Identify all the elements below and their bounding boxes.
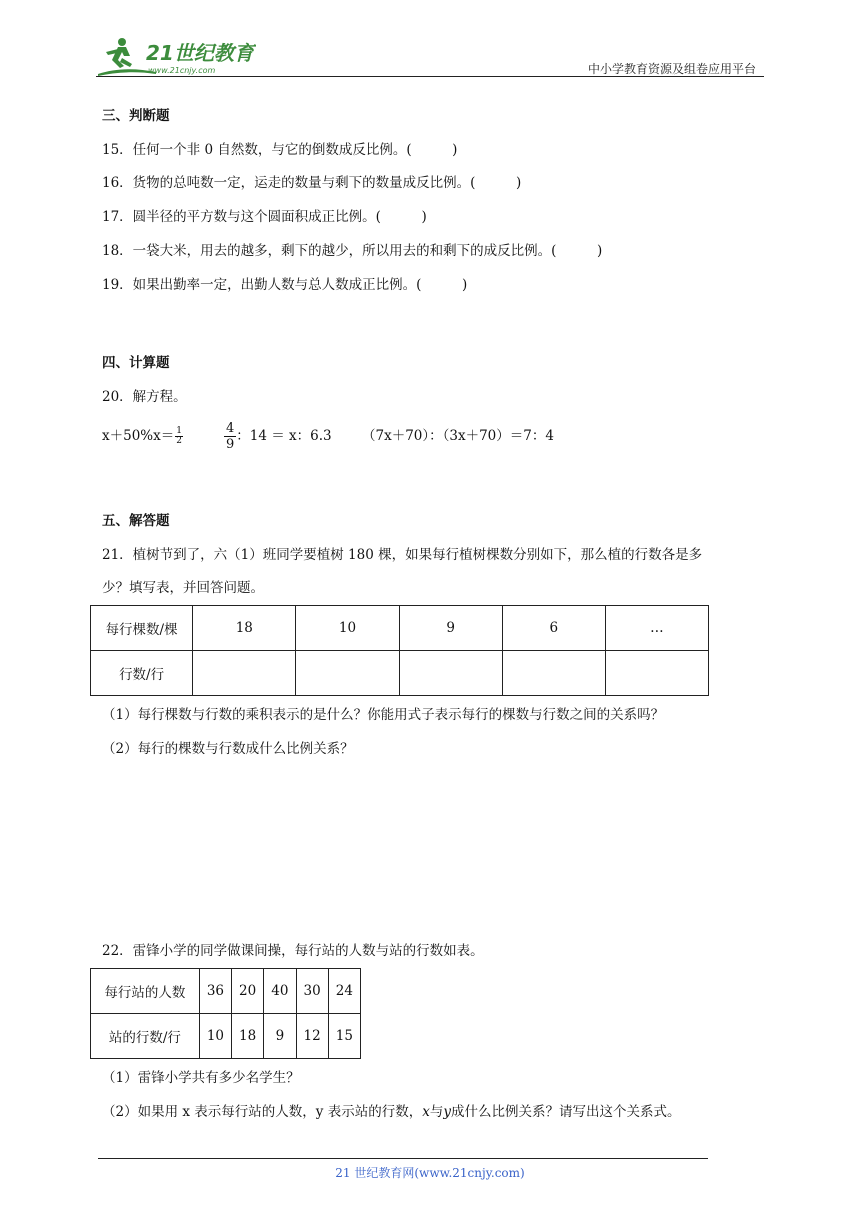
table-cell: 18 (193, 606, 296, 651)
row-header-row-count: 行数/行 (91, 651, 193, 696)
planting-table (90, 605, 709, 696)
table-cell: 6 (502, 606, 605, 651)
question-21-sub-2: （2）每行的棵数与行数成什么比例关系？ (102, 741, 354, 757)
table-cell: 12 (296, 1014, 328, 1059)
equation-2-text: ：14 ＝ x：6.3 (236, 428, 332, 444)
answer-cell[interactable] (296, 651, 399, 696)
table-cell: 18 (232, 1014, 264, 1059)
exercise-table (90, 968, 361, 1059)
row-header-trees-per-row: 每行棵数/棵 (91, 606, 193, 651)
table-cell: 10 (199, 1014, 231, 1059)
section-4-title: 四、计算题 (102, 355, 170, 371)
variable-y: y (443, 1104, 451, 1120)
question-22-sub-2-mid: 与 (429, 1104, 444, 1120)
answer-cell[interactable] (399, 651, 502, 696)
table-row (91, 651, 709, 696)
question-22-sub-2 (102, 1102, 680, 1122)
row-header-rows: 站的行数/行 (91, 1014, 200, 1059)
platform-name: 中小学教育资源及组卷应用平台 (587, 62, 756, 76)
footer-divider (98, 1158, 708, 1159)
row-header-people-per-row: 每行站的人数 (91, 969, 200, 1014)
answer-cell[interactable] (605, 651, 708, 696)
footer-link[interactable]: 21 世纪教育网(www.21cnjy.com) (335, 1166, 525, 1180)
answer-cell[interactable] (193, 651, 296, 696)
answer-cell[interactable] (502, 651, 605, 696)
equation-2 (224, 418, 332, 454)
question-22-sub-1: （1）雷锋小学共有多少名学生？ (102, 1070, 300, 1086)
question-16: 16．货物的总吨数一定，运走的数量与剩下的数量成反比例。( ) (102, 175, 522, 191)
table-cell: 24 (328, 969, 360, 1014)
question-18: 18．一袋大米，用去的越多，剩下的越少，所以用去的和剩下的成反比例。( ) (102, 243, 603, 259)
question-20: 20．解方程。 (102, 389, 187, 405)
question-22-sub-2-part-b: 成什么比例关系？请写出这个关系式。 (450, 1104, 681, 1120)
equation-2-fraction: $\frac{4}{9}$ (226, 421, 235, 452)
table-cell: 20 (232, 969, 264, 1014)
table-cell: 9 (264, 1014, 296, 1059)
equation-1 (102, 426, 183, 446)
table-cell: 15 (328, 1014, 360, 1059)
header-divider (96, 76, 764, 77)
question-21-line-1: 21．植树节到了，六（1）班同学要植树 180 棵，如果每行植树棵数分别如下，那么植的行数各是多 (102, 547, 703, 563)
table-row (91, 969, 361, 1014)
table-cell: 40 (264, 969, 296, 1014)
question-21-sub-1: （1）每行棵数与行数的乘积表示的是什么？你能用式子表示每行的棵数与行数之间的关系吗？ (102, 707, 665, 723)
table-cell: 30 (296, 969, 328, 1014)
question-22: 22．雷锋小学的同学做课间操，每行站的人数与站的行数如表。 (102, 943, 484, 959)
logo-text: 21世纪教育 (146, 41, 254, 65)
table-cell: 10 (296, 606, 399, 651)
question-21-line-2: 少？填写表，并回答问题。 (102, 580, 264, 596)
question-17: 17．圆半径的平方数与这个圆面积成正比例。( ) (102, 209, 427, 225)
equation-3: （7x＋70）：（3x＋70）＝7：4 (362, 428, 554, 444)
section-5-title: 五、解答题 (102, 513, 170, 529)
table-row (91, 606, 709, 651)
equation-1-fraction: $\frac{1}{2}$ (176, 426, 182, 446)
table-cell: 9 (399, 606, 502, 651)
table-cell: … (605, 606, 708, 651)
question-19: 19．如果出勤率一定，出勤人数与总人数成正比例。( ) (102, 277, 468, 293)
logo-url: www.21cnjy.com (148, 66, 216, 75)
variable-x: x (422, 1104, 430, 1120)
question-22-sub-2-part-a: （2）如果用 x 表示每行站的人数，y 表示站的行数， (102, 1104, 423, 1120)
section-3-title: 三、判断题 (102, 108, 170, 124)
table-row (91, 1014, 361, 1059)
equation-1-text: x＋50%x＝ (102, 428, 175, 444)
table-cell: 36 (199, 969, 231, 1014)
site-logo (96, 34, 256, 78)
question-15: 15．任何一个非 0 自然数，与它的倒数成反比例。( ) (102, 142, 458, 158)
